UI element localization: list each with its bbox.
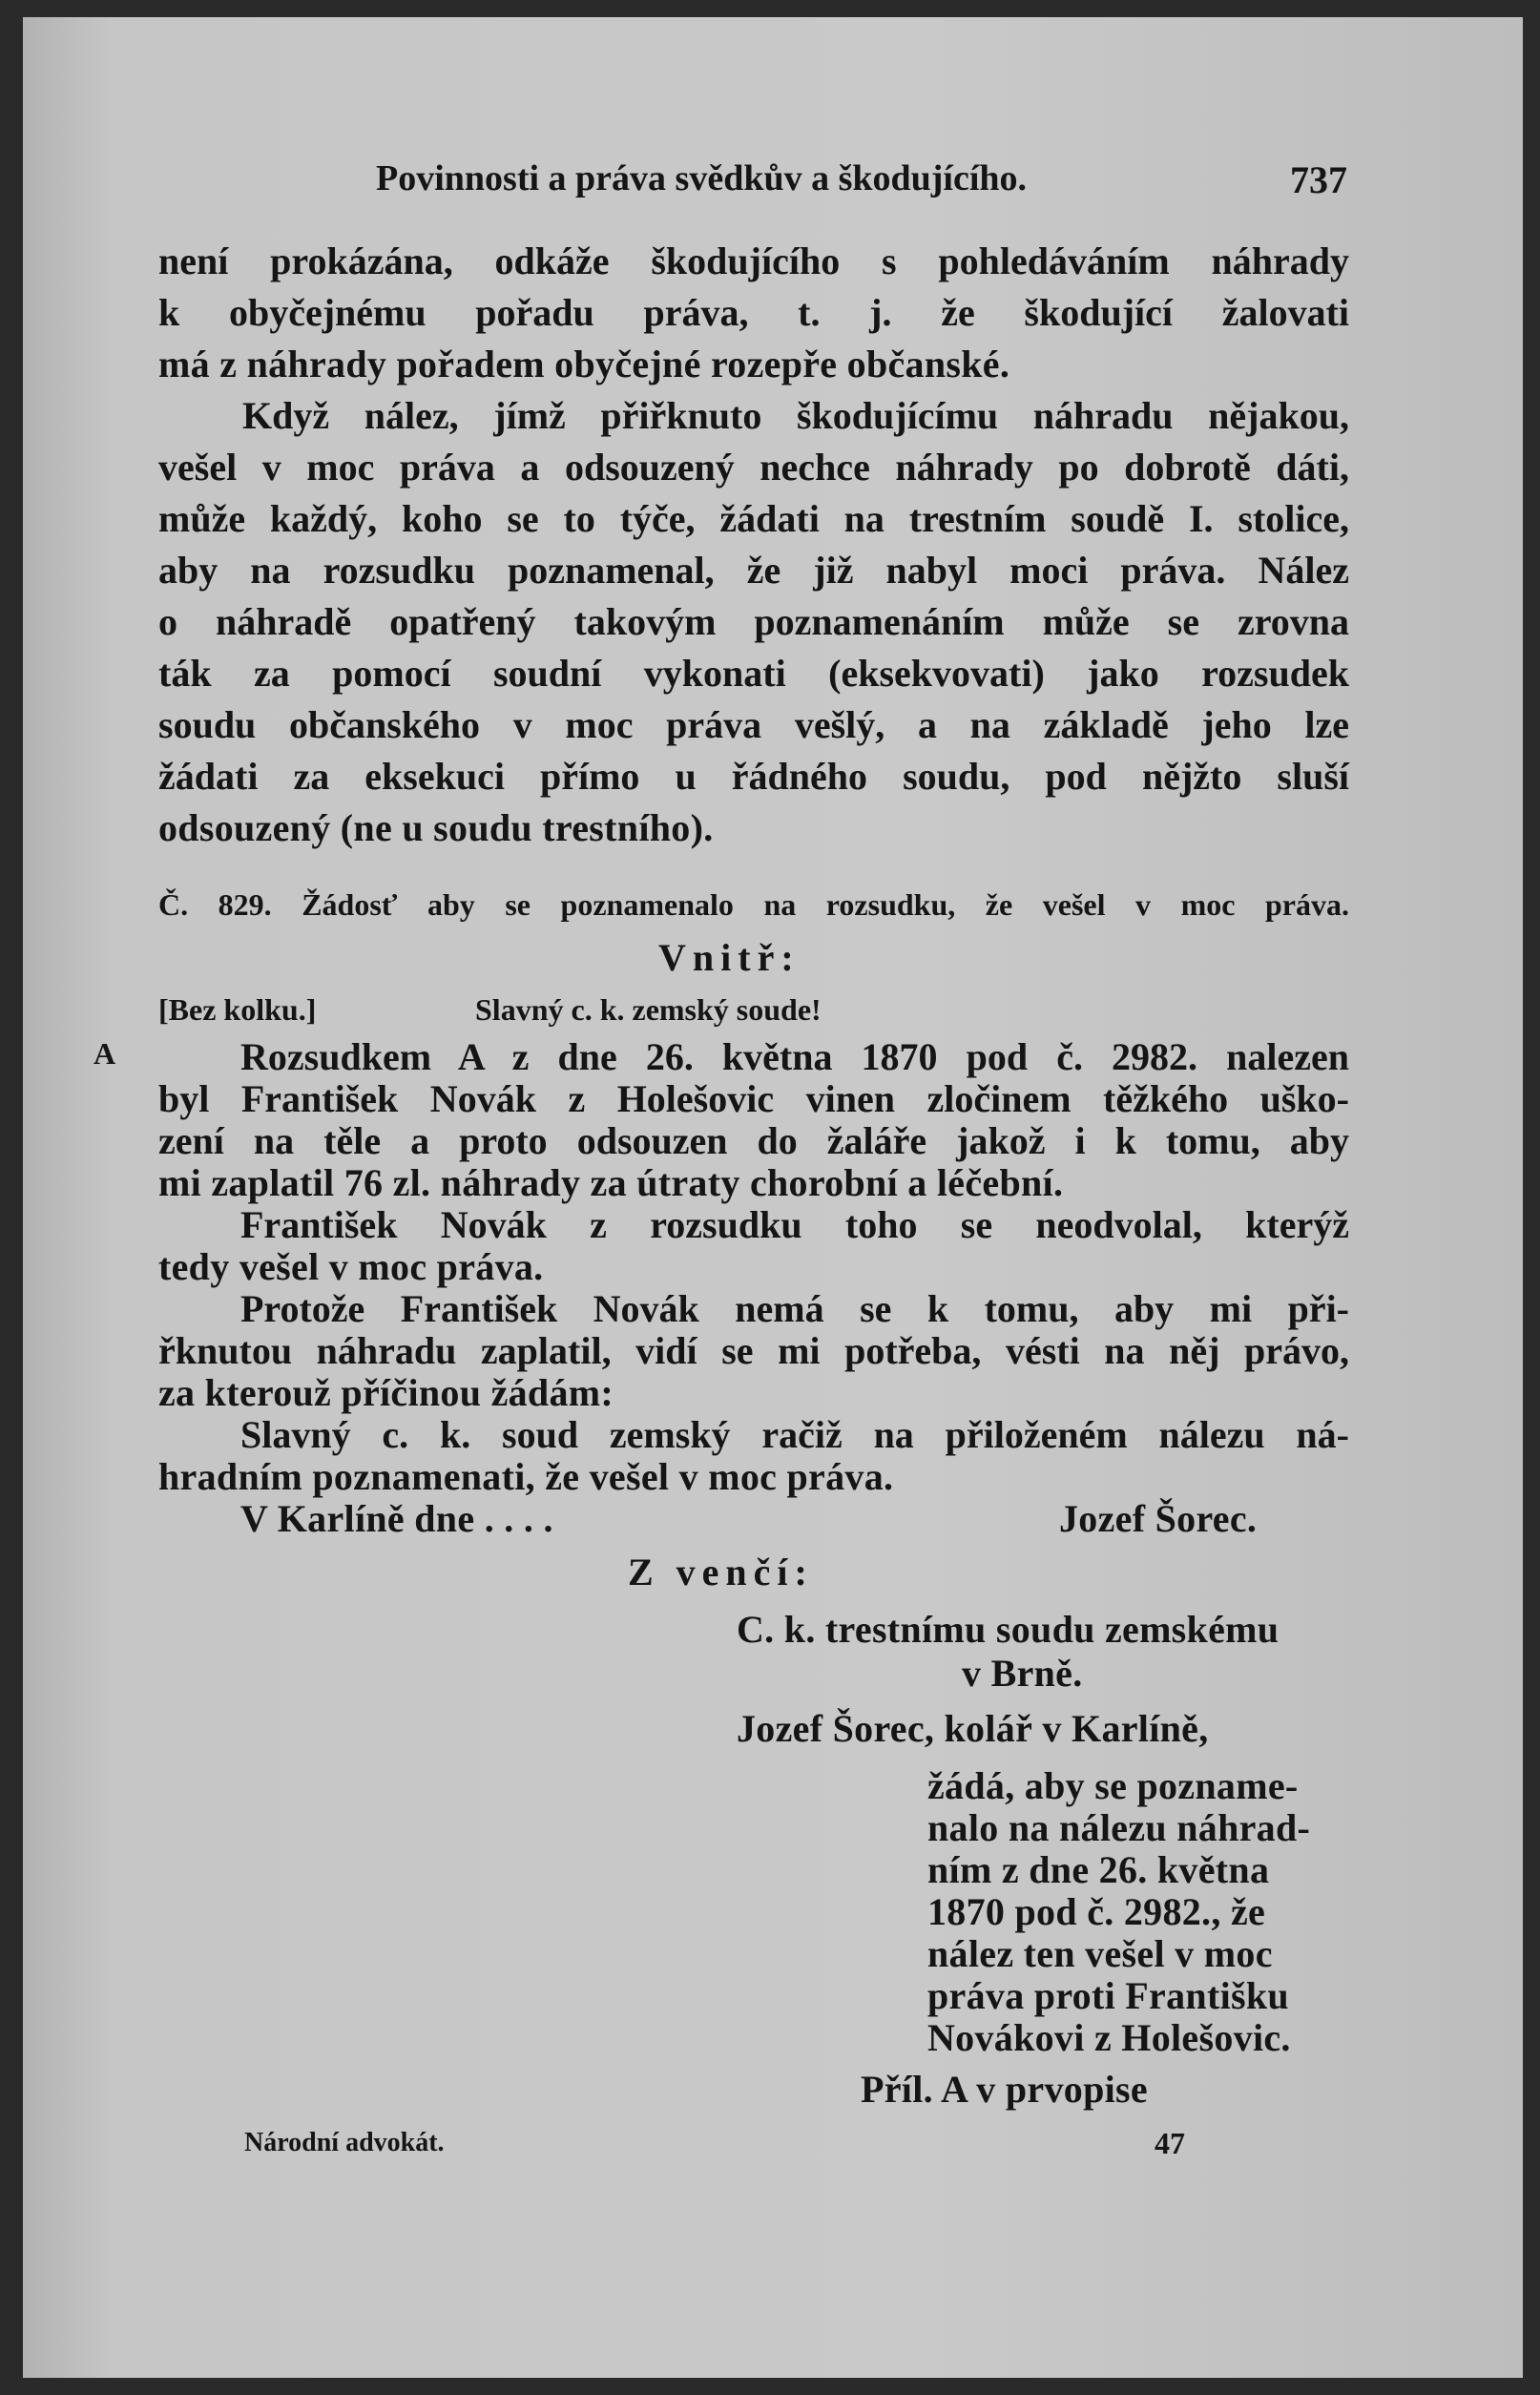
text-line: není prokázána, odkáže škodujícího s pohledáváním náhrady — [158, 240, 1349, 282]
text-line: k obyčejnému pořadu práva, t. j. že škodující žalovati — [158, 291, 1349, 334]
running-title: Povinnosti a práva svědkův a škodujícího. — [376, 158, 1028, 198]
text-line: ták za pomocí soudní vykonati (eksekvovati) jako rozsudek — [158, 652, 1349, 695]
addressee-line: C. k. trestnímu soudu zemskému — [737, 1608, 1280, 1651]
form-line: Protože František Novák nemá se k tomu, aby mi při- — [240, 1287, 1349, 1330]
summary-line: práva proti Františku — [927, 1974, 1289, 2017]
signature: Jozef Šorec. — [1059, 1497, 1258, 1540]
text-line: může každý, koho se to týče, žádati na trestním soudě I. stolice, — [158, 497, 1349, 540]
form-line: zení na těle a proto odsouzen do žaláře jakož i k tomu, aby — [158, 1119, 1349, 1162]
summary-line: Novákovi z Holešovic. — [927, 2016, 1291, 2059]
summary-line: ním z dne 26. května — [927, 1848, 1270, 1891]
text-line: aby na rozsudku poznamenal, že již nabyl moci práva. Nález — [158, 549, 1349, 592]
page-number: 737 — [1290, 158, 1347, 201]
stamp-note: [Bez kolku.] — [158, 992, 317, 1027]
form-line: byl František Novák z Holešovic vinen zločinem těžkého uško- — [158, 1077, 1349, 1120]
form-line: Slavný c. k. soud zemský račiž na přiloženém nálezu ná- — [240, 1413, 1349, 1456]
text-line: odsouzený (ne u soudu trestního). — [158, 806, 714, 849]
sheet-number: 47 — [1155, 2126, 1185, 2160]
outside-label: Z venčí: — [628, 1551, 814, 1593]
addressee-line: v Brně. — [962, 1652, 1083, 1695]
book-page — [23, 17, 1523, 2378]
salutation: Slavný c. k. zemský soude! — [475, 992, 822, 1027]
enclosure-note: Příl. A v prvopise — [861, 2068, 1148, 2111]
summary-line: nalo na nálezu náhrad- — [927, 1806, 1311, 1849]
summary-line: nález ten vešel v moc — [927, 1932, 1273, 1975]
form-line: František Novák z rozsudku toho se neodvolal, kterýž — [240, 1203, 1349, 1246]
inside-label: Vnitř: — [658, 936, 801, 979]
form-line: Rozsudkem A z dne 26. května 1870 pod č. 2982. nalezen — [240, 1035, 1349, 1078]
summary-line: 1870 pod č. 2982., že — [927, 1890, 1266, 1933]
summary-line: žádá, aby se pozname- — [927, 1764, 1299, 1807]
text-line: vešel v moc práva a odsouzený nechce náhrady po dobrotě dáti, — [158, 446, 1349, 489]
petitioner: Jozef Šorec, kolář v Karlíně, — [737, 1707, 1209, 1750]
text-line: o náhradě opatřený takovým poznamenáním může se zrovna — [158, 600, 1349, 643]
place-date: V Karlíně dne . . . . — [240, 1497, 553, 1540]
form-line: hradním poznamenati, že vešel v moc práva. — [158, 1455, 894, 1498]
form-heading: Č. 829. Žádosť aby se poznamenalo na rozsudku, že vešel v moc práva. — [158, 887, 1349, 922]
form-line: mi zaplatil 76 zl. náhrady za útraty chorobní a léčební. — [158, 1161, 1064, 1204]
text-line: soudu občanského v moc práva vešlý, a na základě jeho lze — [158, 703, 1349, 746]
footer-signature-mark: Národní advokát. — [244, 2128, 445, 2157]
text-line: žádati za eksekuci přímo u řádného soudu, pod nějžto sluší — [158, 755, 1349, 798]
margin-mark: A — [94, 1036, 116, 1071]
text-line: má z náhrady pořadem obyčejné rozepře občanské. — [158, 343, 1010, 385]
form-line: za kterouž příčinou žádám: — [158, 1371, 614, 1414]
form-line: řknutou náhradu zaplatil, vidí se mi potřeba, vésti na něj právo, — [158, 1329, 1349, 1372]
form-line: tedy vešel v moc práva. — [158, 1245, 544, 1288]
text-line: Když nález, jímž přiřknuto škodujícímu náhradu nějakou, — [242, 394, 1349, 437]
